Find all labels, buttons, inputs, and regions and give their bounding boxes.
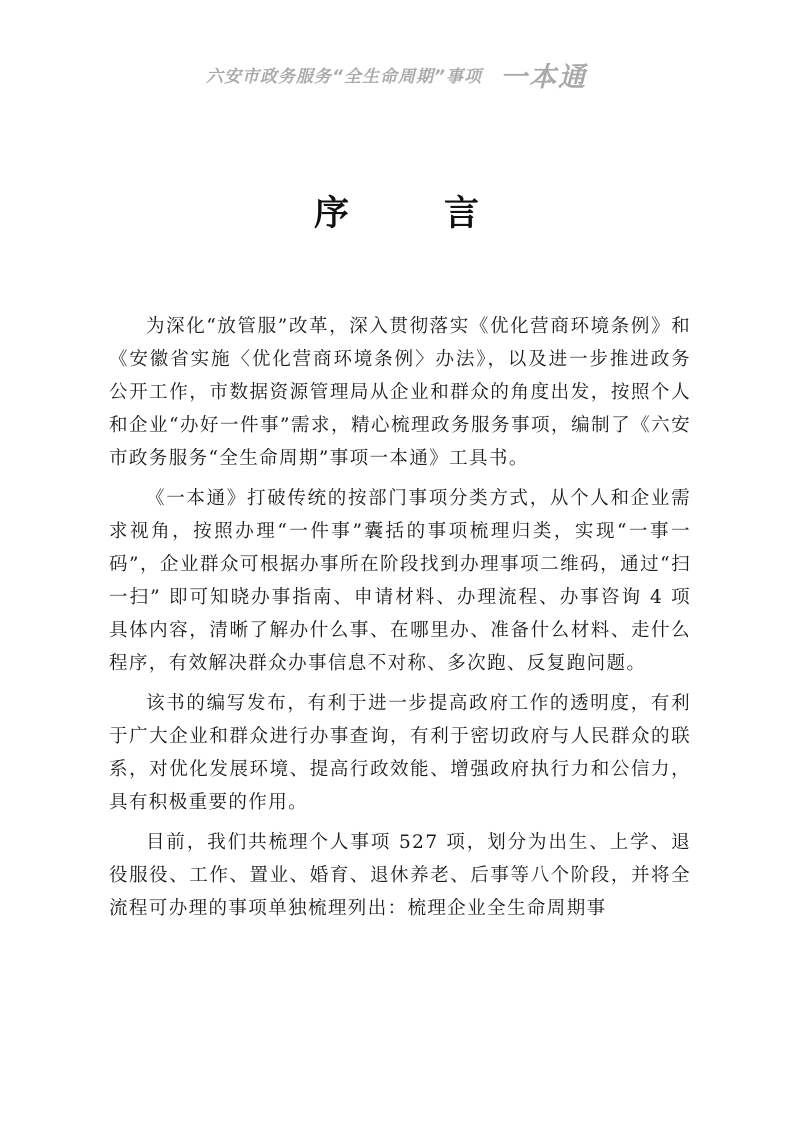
page-title: 序 言 [313,193,509,234]
running-header [0,55,793,94]
paragraph-1: 为深化“放管服”改革，深入贯彻落实《优化营商环境条例》和《安徽省实施〈优化营商环境条例〉办法》，以及进一步推进政务公开工作，市数据资源管理局从企业和群众的角度出发，按照个人和企业“办好一件事”需求，精心梳理政务服务事项，编制了《六安市政务服务“全生命周期”事项一本通》工具书。 [109,316,691,469]
header-brand-logo: 一本通 [499,62,587,93]
body-text [109,310,691,932]
header-title: 六安市政务服务“全生命周期”事项 [206,67,482,87]
paragraph-2: 《一本通》打破传统的按部门事项分类方式，从个人和企业需求视角，按照办理“一件事”囊括的事项梳理归类，实现“一事一码”，企业群众可根据办事所在阶段找到办理事项二维码，通过“扫一扫” 即可知晓办事指南、申请材料、办理流程、办事咨询 4 项具体内容，清晰了解办什么事、在哪里办、准备什么材料、走什么程序，有效解决群众办事信息不对称、多次跑、反复跑问题。 [109,488,691,674]
paragraph-3: 该书的编写发布，有利于进一步提高政府工作的透明度，有利于广大企业和群众进行办事查询，有利于密切政府与人民群众的联系，对优化发展环境、提高行政效能、增强政府执行力和公信力，具有积极重要的作用。 [109,693,691,813]
paragraph-4: 目前，我们共梳理个人事项 527 项，划分为出生、上学、退役服役、工作、置业、婚育、退休养老、后事等八个阶段，并将全流程可办理的事项单独梳理列出：梳理企业全生命周期事 [109,832,691,919]
